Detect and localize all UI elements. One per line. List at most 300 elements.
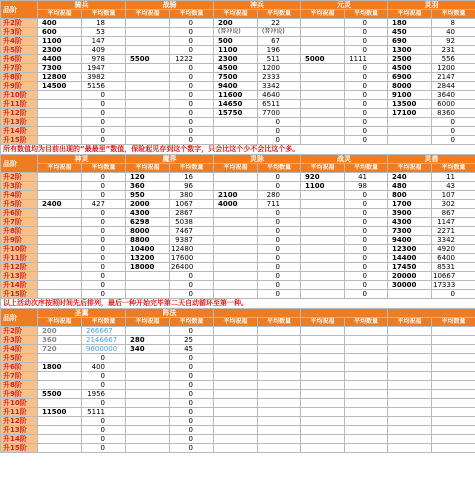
- avg-count-cell: 0: [82, 263, 126, 272]
- avg-bless-cell: [214, 136, 258, 145]
- grade-cell: 升2阶: [1, 19, 38, 28]
- avg-count-cell: 0: [258, 272, 301, 281]
- avg-count-cell: 25: [170, 336, 214, 345]
- grade-cell: 升7阶: [1, 218, 38, 227]
- avg-count-cell: 3982: [82, 73, 126, 82]
- avg-count-cell: 0: [82, 118, 126, 127]
- sub-header-avg-count: 平均数量: [345, 10, 388, 19]
- avg-count-cell: 12480: [170, 245, 214, 254]
- avg-bless-cell: [388, 136, 432, 145]
- avg-bless-cell: [126, 46, 170, 55]
- avg-count-cell: 0: [345, 136, 388, 145]
- avg-bless-cell: [126, 363, 170, 372]
- avg-bless-cell: [38, 91, 82, 100]
- avg-bless-cell: 9100: [388, 91, 432, 100]
- group-header: [388, 309, 475, 318]
- avg-bless-cell: [388, 327, 432, 336]
- avg-count-cell: 98: [345, 182, 388, 191]
- table-row: [1, 399, 475, 408]
- avg-bless-cell: [214, 363, 258, 372]
- avg-bless-cell: 120: [126, 173, 170, 182]
- avg-bless-cell: [214, 426, 258, 435]
- table-row: [1, 37, 475, 46]
- avg-count-cell: 0: [345, 37, 388, 46]
- avg-bless-cell: [301, 227, 345, 236]
- table-row: [1, 417, 475, 426]
- grade-cell: 升15阶: [1, 444, 38, 453]
- avg-bless-cell: 600: [38, 28, 82, 37]
- avg-count-cell: 0: [432, 127, 475, 136]
- sub-header-avg-bless: 平均祝福: [126, 10, 170, 19]
- avg-count-cell: 0: [345, 218, 388, 227]
- avg-count-cell: 0: [170, 435, 214, 444]
- avg-bless-cell: 14650: [214, 100, 258, 109]
- avg-count-cell: 0: [170, 399, 214, 408]
- avg-count-cell: 6000: [432, 100, 475, 109]
- avg-bless-cell: [214, 263, 258, 272]
- group-header: [214, 309, 301, 318]
- grade-cell: 升13阶: [1, 118, 38, 127]
- sub-header-avg-bless: 平均祝福: [38, 164, 82, 173]
- avg-count-cell: 0: [345, 290, 388, 299]
- avg-bless-cell: 6900: [388, 73, 432, 82]
- table-row: [1, 381, 475, 390]
- avg-count-cell: 0: [345, 272, 388, 281]
- avg-bless-cell: 14500: [38, 82, 82, 91]
- sub-header-avg-bless: 平均祝福: [214, 318, 258, 327]
- avg-count-cell: [432, 426, 475, 435]
- avg-bless-cell: 7500: [214, 73, 258, 82]
- grade-cell: 升4阶: [1, 345, 38, 354]
- avg-count-cell: [345, 336, 388, 345]
- avg-count-cell: 9387: [170, 236, 214, 245]
- avg-count-cell: 67: [258, 37, 301, 46]
- avg-count-cell: 0: [170, 64, 214, 73]
- avg-count-cell: 0: [170, 109, 214, 118]
- grade-cell: 升10阶: [1, 399, 38, 408]
- avg-count-cell: 0: [170, 272, 214, 281]
- avg-bless-cell: 1100: [214, 46, 258, 55]
- avg-count-cell: 0: [345, 82, 388, 91]
- grade-cell: 升9阶: [1, 236, 38, 245]
- avg-count-cell: 10667: [432, 272, 475, 281]
- avg-bless-cell: [301, 290, 345, 299]
- avg-bless-cell: [388, 118, 432, 127]
- avg-count-cell: 45: [170, 345, 214, 354]
- avg-bless-cell: [214, 236, 258, 245]
- avg-bless-cell: [126, 281, 170, 290]
- avg-count-cell: 556: [432, 55, 475, 64]
- grade-cell: 升14阶: [1, 435, 38, 444]
- avg-bless-cell: [38, 272, 82, 281]
- avg-bless-cell: 360: [126, 182, 170, 191]
- avg-count-cell: 0: [258, 290, 301, 299]
- avg-count-cell: 0: [258, 118, 301, 127]
- table-row: [1, 100, 475, 109]
- avg-count-cell: 0: [258, 245, 301, 254]
- avg-bless-cell: [301, 336, 345, 345]
- avg-bless-cell: [38, 426, 82, 435]
- avg-count-cell: [345, 327, 388, 336]
- grade-cell: 升9阶: [1, 82, 38, 91]
- avg-bless-cell: [301, 73, 345, 82]
- avg-count-cell: 0: [170, 444, 214, 453]
- avg-bless-cell: 690: [388, 37, 432, 46]
- table-row: [1, 426, 475, 435]
- avg-bless-cell: [126, 109, 170, 118]
- grade-cell: 升3阶: [1, 336, 38, 345]
- group-header: 骑兵: [38, 1, 126, 10]
- grade-header-cell: 品阶: [1, 1, 38, 19]
- avg-count-cell: 0: [170, 372, 214, 381]
- avg-bless-cell: [301, 136, 345, 145]
- avg-count-cell: [258, 444, 301, 453]
- sub-header-avg-bless: 平均祝福: [214, 10, 258, 19]
- avg-count-cell: 1147: [432, 218, 475, 227]
- avg-count-cell: 0: [345, 209, 388, 218]
- group-header: 灵脉: [214, 155, 301, 164]
- avg-bless-cell: [388, 354, 432, 363]
- avg-count-cell: 0: [82, 109, 126, 118]
- avg-bless-cell: [301, 390, 345, 399]
- avg-bless-cell: [38, 227, 82, 236]
- avg-count-cell: 231: [432, 46, 475, 55]
- avg-count-cell: [345, 354, 388, 363]
- avg-count-cell: [258, 390, 301, 399]
- avg-bless-cell: [126, 290, 170, 299]
- grade-cell: 升4阶: [1, 37, 38, 46]
- avg-bless-cell: [126, 64, 170, 73]
- grade-cell: 升11阶: [1, 254, 38, 263]
- avg-count-cell: 0: [170, 417, 214, 426]
- grade-cell: 升7阶: [1, 64, 38, 73]
- avg-bless-cell: 2300: [214, 55, 258, 64]
- avg-count-cell: [432, 363, 475, 372]
- avg-count-cell: 0: [82, 127, 126, 136]
- table-row: [1, 408, 475, 417]
- avg-count-cell: 5111: [82, 408, 126, 417]
- avg-count-cell: [345, 435, 388, 444]
- sub-header-avg-count: 平均数量: [82, 318, 126, 327]
- group-header: [301, 309, 388, 318]
- avg-bless-cell: 9400: [214, 82, 258, 91]
- avg-bless-cell: [214, 372, 258, 381]
- avg-count-cell: 711: [258, 200, 301, 209]
- avg-count-cell: 0: [258, 281, 301, 290]
- avg-count-cell: 0: [82, 281, 126, 290]
- avg-count-cell: 0: [170, 390, 214, 399]
- grade-cell: 升7阶: [1, 372, 38, 381]
- avg-count-cell: 92: [432, 37, 475, 46]
- avg-count-cell: [258, 327, 301, 336]
- avg-count-cell: 0: [82, 272, 126, 281]
- sub-header-avg-count: 平均数量: [345, 318, 388, 327]
- avg-bless-cell: [214, 336, 258, 345]
- grade-cell: 升12阶: [1, 263, 38, 272]
- avg-count-cell: 0: [170, 37, 214, 46]
- table-row: [1, 336, 475, 345]
- avg-count-cell: 0: [82, 182, 126, 191]
- avg-bless-cell: 30000: [388, 281, 432, 290]
- avg-count-cell: 43: [432, 182, 475, 191]
- avg-count-cell: 0: [345, 118, 388, 127]
- avg-count-cell: 26400: [170, 263, 214, 272]
- avg-bless-cell: [214, 182, 258, 191]
- avg-count-cell: [258, 372, 301, 381]
- sub-header-row: [1, 10, 475, 19]
- avg-bless-cell: [301, 37, 345, 46]
- avg-count-cell: 0: [170, 290, 214, 299]
- avg-bless-cell: [214, 272, 258, 281]
- avg-bless-cell: 12300: [388, 245, 432, 254]
- avg-count-cell: 0: [345, 254, 388, 263]
- table-row: [1, 91, 475, 100]
- avg-bless-cell: [301, 191, 345, 200]
- sub-header-row: [1, 164, 475, 173]
- avg-count-cell: 1947: [82, 64, 126, 73]
- avg-count-cell: 0: [170, 118, 214, 127]
- avg-bless-cell: 450: [388, 28, 432, 37]
- avg-count-cell: 9600000: [82, 345, 126, 354]
- avg-count-cell: 0: [345, 28, 388, 37]
- avg-count-cell: 16: [170, 173, 214, 182]
- avg-bless-cell: 2300: [38, 46, 82, 55]
- avg-bless-cell: [214, 381, 258, 390]
- avg-count-cell: [432, 417, 475, 426]
- avg-bless-cell: 8000: [388, 82, 432, 91]
- avg-bless-cell: [38, 435, 82, 444]
- avg-bless-cell: [38, 127, 82, 136]
- grade-cell: 升3阶: [1, 28, 38, 37]
- avg-bless-cell: 4400: [38, 55, 82, 64]
- avg-bless-cell: 180: [388, 19, 432, 28]
- avg-bless-cell: [301, 372, 345, 381]
- avg-count-cell: 17333: [432, 281, 475, 290]
- table-row: [1, 55, 475, 64]
- avg-bless-cell: 480: [388, 182, 432, 191]
- avg-count-cell: [258, 417, 301, 426]
- sub-header-row: [1, 318, 475, 327]
- grade-cell: 升10阶: [1, 91, 38, 100]
- avg-count-cell: 2844: [432, 82, 475, 91]
- avg-bless-cell: [301, 236, 345, 245]
- avg-bless-cell: [38, 263, 82, 272]
- avg-bless-cell: [301, 254, 345, 263]
- avg-bless-cell: [214, 127, 258, 136]
- avg-bless-cell: 500: [214, 37, 258, 46]
- sub-header-avg-count: 平均数量: [258, 10, 301, 19]
- avg-count-cell: 11: [432, 173, 475, 182]
- avg-count-cell: [258, 435, 301, 444]
- avg-bless-cell: [126, 100, 170, 109]
- avg-count-cell: 0: [82, 444, 126, 453]
- avg-bless-cell: 2400: [38, 200, 82, 209]
- table-row: [1, 236, 475, 245]
- avg-count-cell: [345, 426, 388, 435]
- avg-count-cell: 107: [432, 191, 475, 200]
- avg-count-cell: 0: [258, 136, 301, 145]
- avg-bless-cell: [301, 91, 345, 100]
- avg-bless-cell: 5500: [38, 390, 82, 399]
- avg-count-cell: 3640: [432, 91, 475, 100]
- avg-bless-cell: [301, 209, 345, 218]
- table-row: [1, 209, 475, 218]
- avg-count-cell: 0: [258, 173, 301, 182]
- avg-count-cell: 0: [345, 281, 388, 290]
- avg-count-cell: 0: [258, 263, 301, 272]
- avg-bless-cell: [388, 399, 432, 408]
- avg-bless-cell: [301, 399, 345, 408]
- avg-count-cell: 400: [82, 363, 126, 372]
- grade-cell: 升5阶: [1, 354, 38, 363]
- avg-count-cell: 41: [345, 173, 388, 182]
- avg-bless-cell: 5500: [126, 55, 170, 64]
- avg-count-cell: 0: [82, 245, 126, 254]
- avg-count-cell: 0: [345, 46, 388, 55]
- avg-count-cell: (普冲说): [258, 28, 301, 37]
- avg-bless-cell: [38, 218, 82, 227]
- grade-cell: 升4阶: [1, 191, 38, 200]
- grade-cell: 升13阶: [1, 272, 38, 281]
- avg-bless-cell: 280: [126, 336, 170, 345]
- avg-count-cell: [432, 345, 475, 354]
- avg-count-cell: 0: [345, 19, 388, 28]
- avg-bless-cell: 5000: [301, 55, 345, 64]
- avg-count-cell: 0: [82, 399, 126, 408]
- avg-count-cell: [345, 363, 388, 372]
- avg-bless-cell: 4300: [126, 209, 170, 218]
- avg-bless-cell: [38, 254, 82, 263]
- grade-cell: 升11阶: [1, 100, 38, 109]
- avg-bless-cell: [301, 272, 345, 281]
- avg-bless-cell: 6298: [126, 218, 170, 227]
- avg-bless-cell: [388, 363, 432, 372]
- avg-bless-cell: [214, 435, 258, 444]
- sub-header-avg-count: 平均数量: [258, 164, 301, 173]
- avg-bless-cell: [38, 109, 82, 118]
- sub-header-avg-bless: 平均祝福: [38, 10, 82, 19]
- avg-bless-cell: [388, 336, 432, 345]
- avg-bless-cell: [301, 354, 345, 363]
- table-row: [1, 28, 475, 37]
- avg-bless-cell: 15750: [214, 109, 258, 118]
- sub-header-avg-count: 平均数量: [432, 318, 475, 327]
- avg-count-cell: 0: [82, 254, 126, 263]
- avg-bless-cell: 4500: [214, 64, 258, 73]
- avg-bless-cell: [38, 182, 82, 191]
- avg-count-cell: 5156: [82, 82, 126, 91]
- avg-bless-cell: [126, 390, 170, 399]
- avg-bless-cell: 1100: [301, 182, 345, 191]
- grade-cell: 升15阶: [1, 290, 38, 299]
- avg-count-cell: 0: [82, 435, 126, 444]
- sub-header-avg-bless: 平均祝福: [388, 318, 432, 327]
- avg-bless-cell: [301, 100, 345, 109]
- avg-count-cell: [345, 345, 388, 354]
- avg-bless-cell: [388, 290, 432, 299]
- table-row: [1, 272, 475, 281]
- avg-bless-cell: 17450: [388, 263, 432, 272]
- grade-cell: 升8阶: [1, 381, 38, 390]
- avg-count-cell: 53: [82, 28, 126, 37]
- grade-cell: 升9阶: [1, 390, 38, 399]
- avg-count-cell: [258, 363, 301, 372]
- sub-header-avg-count: 平均数量: [82, 164, 126, 173]
- table-row: [1, 327, 475, 336]
- avg-bless-cell: [301, 46, 345, 55]
- note-text: 所有数值均为目前出现的“最最里”数值，保险起见存到这个数字，只会比这个少不会比这个多。: [1, 145, 475, 155]
- group-header: 圣翼: [38, 309, 126, 318]
- avg-bless-cell: [126, 37, 170, 46]
- avg-bless-cell: [301, 200, 345, 209]
- avg-count-cell: [258, 399, 301, 408]
- avg-bless-cell: 7300: [38, 64, 82, 73]
- avg-bless-cell: 2500: [388, 55, 432, 64]
- avg-count-cell: 0: [258, 182, 301, 191]
- avg-bless-cell: [388, 426, 432, 435]
- table-row: [1, 245, 475, 254]
- avg-count-cell: 8531: [432, 263, 475, 272]
- avg-bless-cell: [38, 417, 82, 426]
- avg-count-cell: 18: [82, 19, 126, 28]
- avg-count-cell: 0: [82, 91, 126, 100]
- table-row: [1, 254, 475, 263]
- sub-header-avg-count: 平均数量: [432, 164, 475, 173]
- avg-bless-cell: [38, 209, 82, 218]
- avg-count-cell: 5038: [170, 218, 214, 227]
- avg-count-cell: 409: [82, 46, 126, 55]
- table-row: [1, 73, 475, 82]
- avg-bless-cell: [126, 327, 170, 336]
- sub-header-avg-bless: 平均祝福: [388, 10, 432, 19]
- avg-bless-cell: 200: [38, 327, 82, 336]
- avg-count-cell: 0: [82, 354, 126, 363]
- table-row: [1, 363, 475, 372]
- group-header: 元灵: [301, 1, 388, 10]
- avg-count-cell: 1222: [170, 55, 214, 64]
- avg-count-cell: [258, 408, 301, 417]
- group-header: 魔界: [126, 155, 214, 164]
- avg-bless-cell: [126, 19, 170, 28]
- avg-bless-cell: [214, 245, 258, 254]
- avg-count-cell: 0: [170, 127, 214, 136]
- table-row: [1, 444, 475, 453]
- avg-count-cell: 0: [170, 363, 214, 372]
- avg-count-cell: [432, 381, 475, 390]
- avg-bless-cell: 950: [126, 191, 170, 200]
- avg-bless-cell: [38, 290, 82, 299]
- avg-count-cell: 0: [432, 290, 475, 299]
- table-row: [1, 46, 475, 55]
- table-row: [1, 218, 475, 227]
- avg-bless-cell: [214, 327, 258, 336]
- avg-count-cell: 0: [170, 426, 214, 435]
- sub-header-avg-count: 平均数量: [432, 10, 475, 19]
- avg-bless-cell: [301, 109, 345, 118]
- avg-bless-cell: 8000: [126, 227, 170, 236]
- avg-bless-cell: [301, 19, 345, 28]
- avg-bless-cell: [301, 381, 345, 390]
- sub-header-avg-bless: 平均祝福: [214, 164, 258, 173]
- avg-bless-cell: [126, 381, 170, 390]
- avg-count-cell: 0: [432, 118, 475, 127]
- avg-bless-cell: [388, 408, 432, 417]
- grade-cell: 升2阶: [1, 173, 38, 182]
- avg-bless-cell: [38, 100, 82, 109]
- avg-count-cell: 0: [345, 200, 388, 209]
- avg-bless-cell: [214, 290, 258, 299]
- avg-bless-cell: [301, 444, 345, 453]
